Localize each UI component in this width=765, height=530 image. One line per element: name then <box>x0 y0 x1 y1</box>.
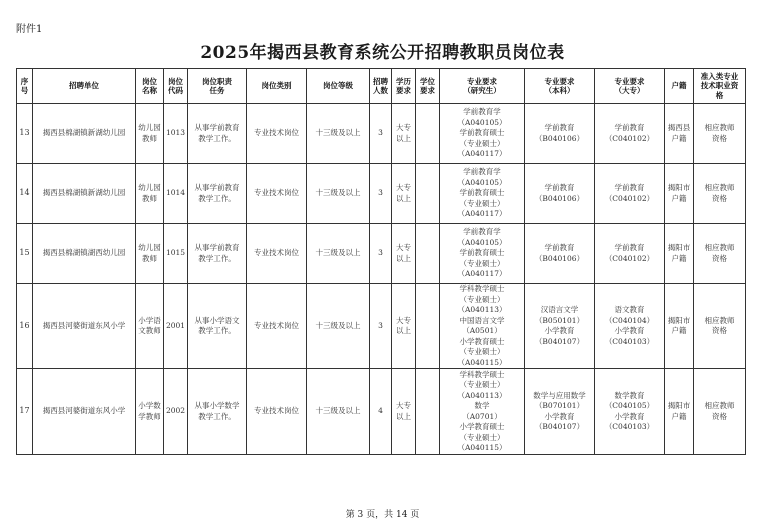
header-hukou: 户籍 <box>665 69 694 104</box>
cell-post-code: 1013 <box>164 104 188 164</box>
header-post-level: 岗位等级 <box>307 69 370 104</box>
cell-hukou: 揭阳市 户籍 <box>665 164 694 224</box>
cell-major-college: 数学教育 （C040105） 小学教育 （C040103） <box>595 369 665 455</box>
cell-hukou: 揭阳市 户籍 <box>665 369 694 455</box>
page-footer: 第 3 页，共 14 页 <box>345 510 420 520</box>
header-major-bachelor: 专业要求 （本科） <box>525 69 595 104</box>
cell-hukou: 揭阳市 户籍 <box>665 224 694 284</box>
cell-education: 大专 以上 <box>392 224 416 284</box>
header-post-name: 岗位 名称 <box>136 69 164 104</box>
cell-major-bachelor: 学前教育 （B040106） <box>525 164 595 224</box>
cell-qualification: 相应教师 资格 <box>694 224 746 284</box>
header-duty: 岗位职责 任务 <box>188 69 247 104</box>
cell-post-level: 十三级及以上 <box>307 104 370 164</box>
cell-seq: 14 <box>17 164 33 224</box>
header-degree: 学位 要求 <box>416 69 440 104</box>
cell-major-bachelor: 汉语言文学 （B050101） 小学教育 （B040107） <box>525 284 595 369</box>
table-row <box>17 284 746 369</box>
cell-count: 3 <box>370 104 392 164</box>
cell-post-level: 十三级及以上 <box>307 224 370 284</box>
cell-major-college: 语文教育 （C040104） 小学教育 （C040103） <box>595 284 665 369</box>
cell-hukou: 揭西县 户籍 <box>665 104 694 164</box>
cell-duty: 从事学前教育 教学工作。 <box>188 104 247 164</box>
cell-duty: 从事小学数学 教学工作。 <box>188 369 247 455</box>
cell-degree <box>416 104 440 164</box>
page-title: 2025年揭西县教育系统公开招聘教职员岗位表 <box>200 43 565 63</box>
cell-major-grad: 学前教育学 （A040105） 学前教育硕士 （专业硕士） （A040117） <box>440 224 525 284</box>
header-education: 学历 要求 <box>392 69 416 104</box>
cell-degree <box>416 224 440 284</box>
cell-post-level: 十三级及以上 <box>307 369 370 455</box>
header-count: 招聘 人数 <box>370 69 392 104</box>
cell-post-type: 专业技术岗位 <box>247 104 307 164</box>
cell-duty: 从事学前教育 教学工作。 <box>188 164 247 224</box>
cell-seq: 13 <box>17 104 33 164</box>
table-row <box>17 369 746 455</box>
cell-education: 大专 以上 <box>392 104 416 164</box>
cell-post-name: 幼儿园 教师 <box>136 104 164 164</box>
table-row <box>17 104 746 164</box>
cell-degree <box>416 164 440 224</box>
cell-post-type: 专业技术岗位 <box>247 164 307 224</box>
cell-post-name: 小学语 文教师 <box>136 284 164 369</box>
header-seq: 序 号 <box>17 69 33 104</box>
header-post-code: 岗位 代码 <box>164 69 188 104</box>
cell-post-name: 小学数 学教师 <box>136 369 164 455</box>
cell-education: 大专 以上 <box>392 164 416 224</box>
cell-unit: 揭西县棉湖镇新湖幼儿园 <box>33 164 136 224</box>
cell-post-type: 专业技术岗位 <box>247 369 307 455</box>
cell-post-code: 1015 <box>164 224 188 284</box>
cell-count: 4 <box>370 369 392 455</box>
header-post-type: 岗位类别 <box>247 69 307 104</box>
cell-post-name: 幼儿园 教师 <box>136 224 164 284</box>
header-major-grad: 专业要求 （研究生） <box>440 69 525 104</box>
cell-qualification: 相应教师 资格 <box>694 104 746 164</box>
cell-post-code: 2001 <box>164 284 188 369</box>
cell-qualification: 相应教师 资格 <box>694 164 746 224</box>
cell-seq: 17 <box>17 369 33 455</box>
cell-unit: 揭西县棉湖镇新湖幼儿园 <box>33 104 136 164</box>
cell-post-code: 2002 <box>164 369 188 455</box>
cell-count: 3 <box>370 164 392 224</box>
cell-post-level: 十三级及以上 <box>307 164 370 224</box>
cell-seq: 16 <box>17 284 33 369</box>
positions-table <box>16 68 746 455</box>
cell-count: 3 <box>370 284 392 369</box>
cell-duty: 从事学前教育 教学工作。 <box>188 224 247 284</box>
cell-seq: 15 <box>17 224 33 284</box>
cell-major-grad: 学前教育学 （A040105） 学前教育硕士 （专业硕士） （A040117） <box>440 164 525 224</box>
cell-major-grad: 学前教育学 （A040105） 学前教育硕士 （专业硕士） （A040117） <box>440 104 525 164</box>
cell-unit: 揭西县棉湖镇湖西幼儿园 <box>33 224 136 284</box>
cell-education: 大专 以上 <box>392 369 416 455</box>
cell-degree <box>416 369 440 455</box>
cell-qualification: 相应教师 资格 <box>694 369 746 455</box>
cell-major-college: 学前教育 （C040102） <box>595 104 665 164</box>
cell-major-bachelor: 学前教育 （B040106） <box>525 104 595 164</box>
cell-major-bachelor: 学前教育 （B040106） <box>525 224 595 284</box>
table-row <box>17 164 746 224</box>
cell-qualification: 相应教师 资格 <box>694 284 746 369</box>
header-qualification: 准入类专业 技术职业资 格 <box>694 69 746 104</box>
cell-major-grad: 学科教学硕士 （专业硕士） （A040113） 数学 （A0701） 小学教育硕士 （专业硕士） （A040115） <box>440 369 525 455</box>
cell-post-code: 1014 <box>164 164 188 224</box>
attachment-label: 附件1 <box>16 24 43 35</box>
cell-post-type: 专业技术岗位 <box>247 224 307 284</box>
cell-major-grad: 学科教学硕士 （专业硕士） （A040113） 中国语言文学 （A0501） 小学教育硕士 （专业硕士） （A040115） <box>440 284 525 369</box>
cell-post-level: 十三级及以上 <box>307 284 370 369</box>
cell-major-college: 学前教育 （C040102） <box>595 164 665 224</box>
cell-count: 3 <box>370 224 392 284</box>
header-major-college: 专业要求 （大专） <box>595 69 665 104</box>
cell-duty: 从事小学语文 教学工作。 <box>188 284 247 369</box>
cell-unit: 揭西县河婆街道东风小学 <box>33 369 136 455</box>
cell-major-college: 学前教育 （C040102） <box>595 224 665 284</box>
cell-unit: 揭西县河婆街道东风小学 <box>33 284 136 369</box>
cell-post-type: 专业技术岗位 <box>247 284 307 369</box>
cell-hukou: 揭阳市 户籍 <box>665 284 694 369</box>
cell-education: 大专 以上 <box>392 284 416 369</box>
table-row <box>17 224 746 284</box>
header-unit: 招聘单位 <box>33 69 136 104</box>
table-header-row <box>17 69 746 104</box>
cell-degree <box>416 284 440 369</box>
cell-post-name: 幼儿园 教师 <box>136 164 164 224</box>
cell-major-bachelor: 数学与应用数学 （B070101） 小学教育 （B040107） <box>525 369 595 455</box>
